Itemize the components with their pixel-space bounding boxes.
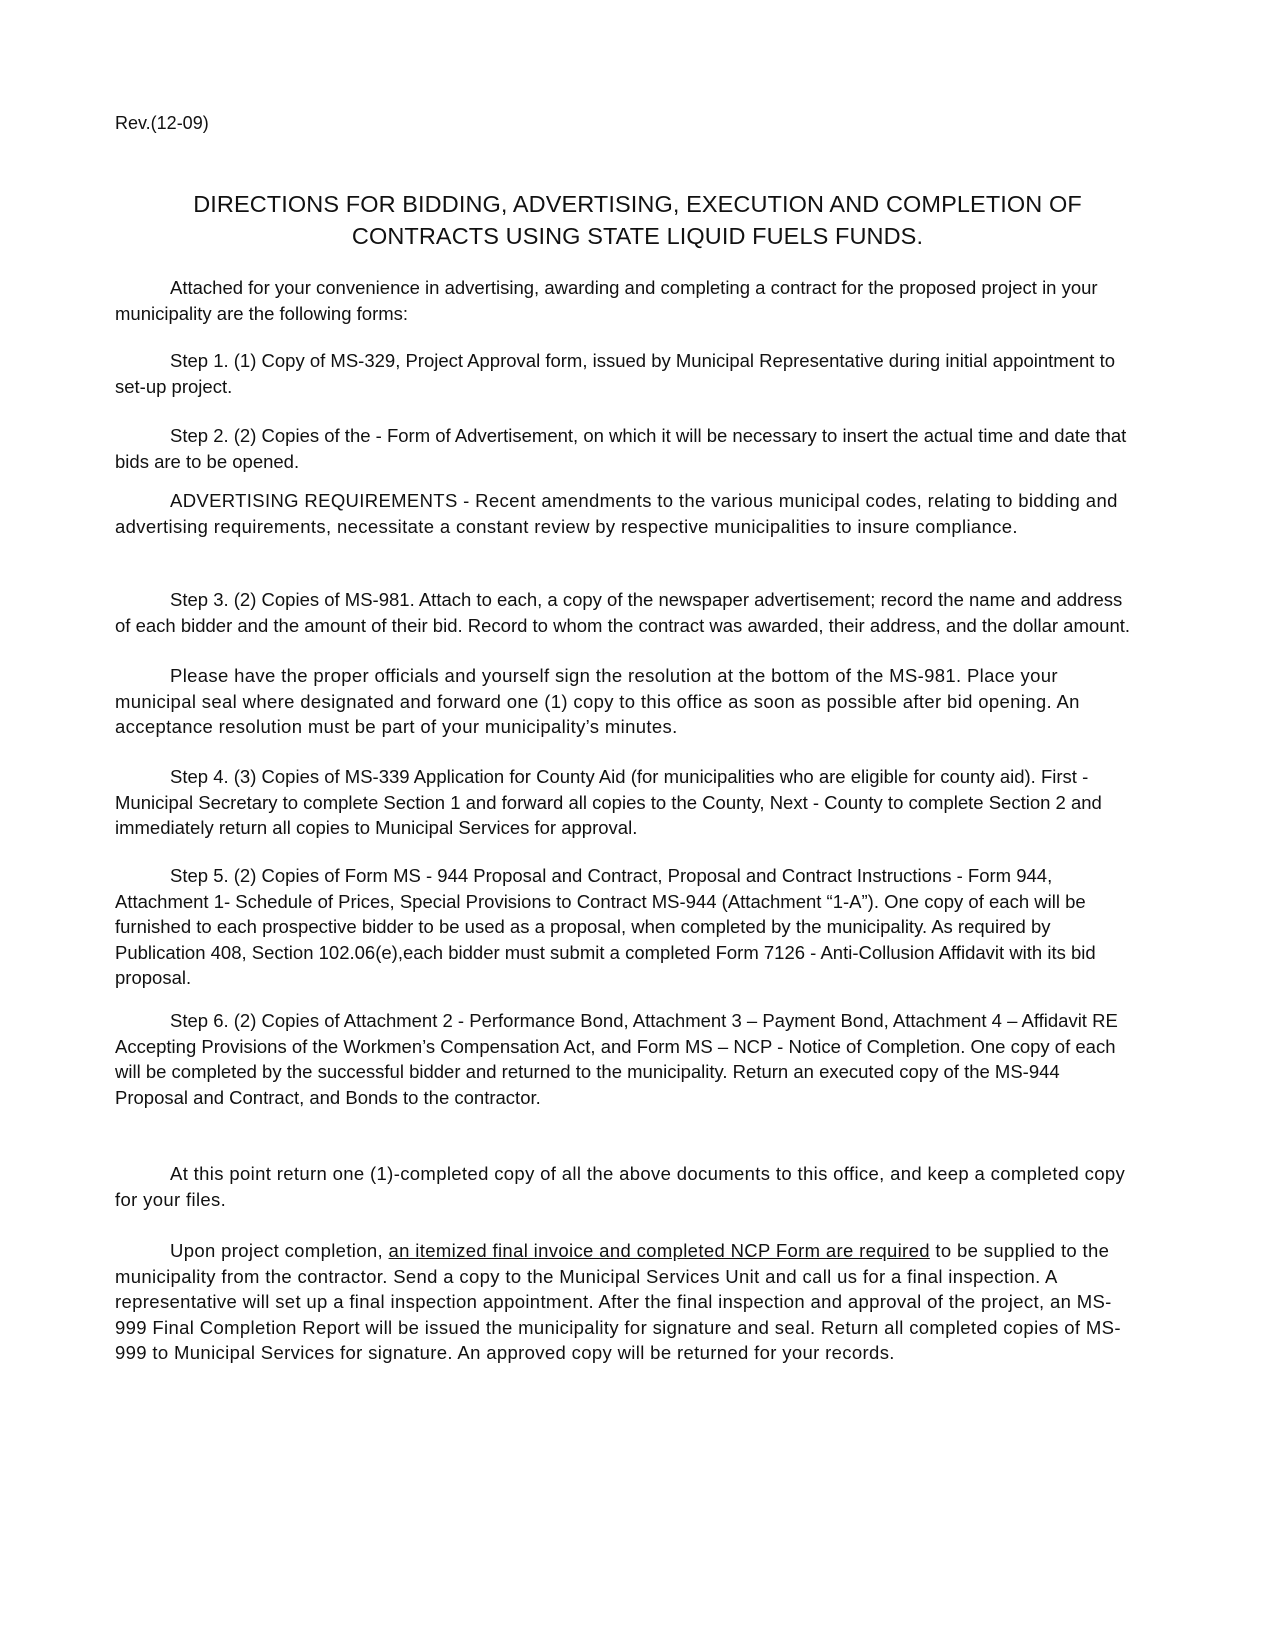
project-completion-lead: Upon project completion, <box>170 1240 389 1261</box>
return-documents-text: At this point return one (1)-completed copy of all the above documents to this office, and keep a completed copy for your files. <box>115 1163 1126 1210</box>
intro-paragraph <box>115 275 1135 326</box>
step-1-text: Step 1. (1) Copy of MS-329, Project Approval form, issued by Municipal Representative during initial appointment to set-up project. <box>115 350 1116 397</box>
title-line-2: CONTRACTS USING STATE LIQUID FUELS FUNDS. <box>351 223 924 249</box>
title-line-1: DIRECTIONS FOR BIDDING, ADVERTISING, EXECUTION AND COMPLETION OF <box>193 191 1082 217</box>
advertising-requirements-paragraph <box>115 488 1135 539</box>
step-3-paragraph <box>115 587 1135 638</box>
advertising-requirements-text: ADVERTISING REQUIREMENTS - Recent amendments to the various municipal codes, relating to bidding and advertising requirements, necessitate a constant review by respective municipalities to insure compliance. <box>115 490 1118 537</box>
step-4-paragraph <box>115 764 1135 841</box>
step-2-text: Step 2. (2) Copies of the - Form of Advertisement, on which it will be necessary to insert the actual time and date that bids are to be opened. <box>115 425 1127 472</box>
return-documents-paragraph <box>115 1161 1135 1212</box>
project-completion-rest: to be supplied to the municipality from the contractor. Send a copy to the Municipal Services Unit and call us for a final inspection. A representative will set up a final inspection appointment. After the final inspection and approval of the project, an MS-999 Final Completion Report will be issued the municipality for signature and seal. Return all completed copies of MS-999 to Municipal Services for signature. An approved copy will be returned for your records. <box>115 1240 1121 1363</box>
step-2-paragraph <box>115 423 1135 474</box>
step-3-signature-paragraph <box>115 663 1135 740</box>
step-6-text: Step 6. (2) Copies of Attachment 2 - Performance Bond, Attachment 3 – Payment Bond, Attachment 4 – Affidavit RE Accepting Provisions of the Workmen’s Compensation Act, and Form MS – NCP - Notice of Completion. One copy of each will be completed by the successful bidder and returned to the municipality. Return an executed copy of the MS-944 Proposal and Contract, and Bonds to the contractor. <box>115 1010 1118 1108</box>
required-documents-underlined: an itemized final invoice and completed NCP Form are required <box>388 1240 930 1261</box>
step-1-paragraph <box>115 348 1135 399</box>
intro-text: Attached for your convenience in advertising, awarding and completing a contract for the proposed project in your municipality are the following forms: <box>115 277 1098 324</box>
step-3-text: Step 3. (2) Copies of MS-981. Attach to each, a copy of the newspaper advertisement; record the name and address of each bidder and the amount of their bid. Record to whom the contract was awarded, their address, and the dollar amount. <box>115 589 1131 636</box>
step-3-signature-text: Please have the proper officials and yourself sign the resolution at the bottom of the MS-981. Place your municipal seal where designated and forward one (1) copy to this office as soon as possible after bid opening. An acceptance resolution must be part of your municipality’s minutes. <box>115 665 1080 737</box>
step-5-text: Step 5. (2) Copies of Form MS - 944 Proposal and Contract, Proposal and Contract Instructions - Form 944, Attachment 1- Schedule of Prices, Special Provisions to Contract MS-944 (Attachment “1-A”). One copy of each will be furnished to each prospective bidder to be used as a proposal, when completed by the municipality. As required by Publication 408, Section 102.06(e),each bidder must submit a completed Form 7126 - Anti-Collusion Affidavit with its bid proposal. <box>115 865 1096 988</box>
step-5-paragraph <box>115 863 1135 991</box>
project-completion-paragraph <box>115 1238 1135 1366</box>
step-6-paragraph <box>115 1008 1135 1110</box>
revision-label: Rev.(12-09) <box>115 113 209 133</box>
step-4-text: Step 4. (3) Copies of MS-339 Application for County Aid (for municipalities who are eligible for county aid). First - Municipal Secretary to complete Section 1 and forward all copies to the County, Next - County to complete Section 2 and immediately return all copies to Municipal Services for approval. <box>115 766 1102 838</box>
document-title <box>100 188 1175 252</box>
